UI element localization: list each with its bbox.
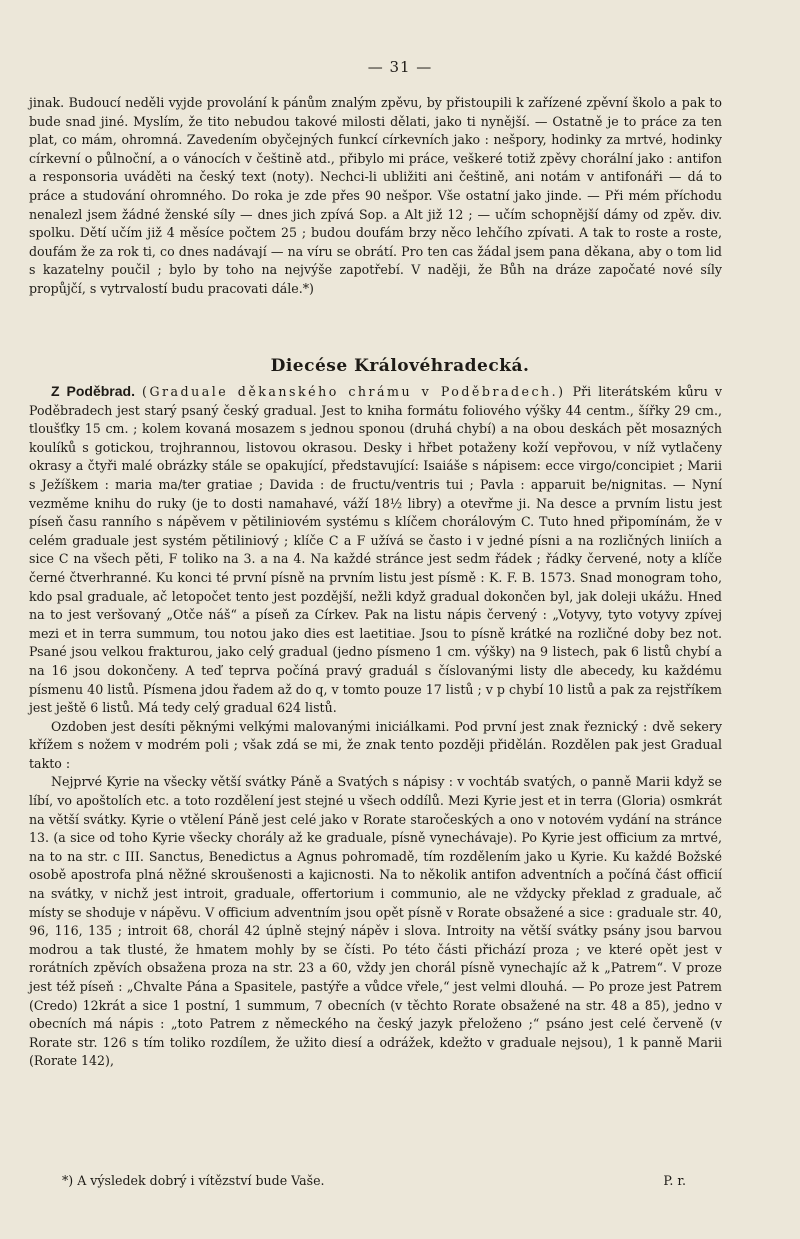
- article-paragraph-3: Nejprvé Kyrie na všecky větší svátky Páně a Svatých s nápisy : v vochtáb svatých, o panně Marii když se líbí, vo apoštolích etc. a toto rozdělení jest stejné u všech oddílů. Mezi Kyrie jest et in terra (Gloria) osmkrát na větší svátky. Kyrie o vtělení Páně jest celé jako v Rorate staročeských a ono v notovém vydání na stránce 13. (a sice od toho Kyrie všecky chorály až ke graduale, písně vynechávaje). Po Kyrie jest officium za mrtvé, na to na str. c III. Sanctus, Benedictus a Agnus pohromadě, tím rozdělením jako u Kyrie. Ku každé Božské osobě apostrofa plná něžné skroušenosti a kajicnosti. Na to několik antifon adventních a počíná část officií na svátky, v nichž jest introit, graduale, offertorium i communio, ale ne vždycky překlad z graduale, ač místy se shoduje v nápěvu. V officium adventním jsou opět písně v Rorate obsažené a sice : graduale str. 40, 96, 116, 135 ; introit 68, chorál 42 úplně stejný nápěv i slova. Introity na větší svátky psány jsou barvou modrou a tak tlusté, že hmatem mohly by se čísti. Po této části přichází proza ; ve které opět jest v rorátních zpěvích obsažena proza na str. 23 a 60, vždy jen chorál písně vynechajíc až k „Patrem“. V proze jest též píseň : „Chvalte Pána a Spasitele, pastýře a vůdce vřele,“ jest velmi dlouhá. — Po proze jest Patrem (Credo) 12krát a sice 1 postní, 1 summum, 7 obecních (v těchto Rorate obsažené na str. 48 a 85), jedno v obecních má nápis : „toto Patrem z německého na český jazyk přeloženo ;“ psáno jest celé červeně (v Rorate str. 126 s tím toliko rozdílem, že užito diesí a odrážek, kdežto v graduale nejsou), 1 k panně Marii (Rorate 142),: [29, 774, 722, 1069]
- article-paragraph-1: [29, 382, 722, 718]
- footnote-text: *) A výsledek dobrý i vítězství bude Vaše.: [62, 1173, 325, 1188]
- article-body: [29, 382, 722, 1071]
- page-number: — 31 —: [367, 58, 433, 76]
- article-subtitle: (Graduale děkanského chrámu v Poděbradech.): [142, 384, 566, 399]
- footnote: [62, 1172, 686, 1190]
- town-name: Z Poděbrad.: [51, 383, 135, 399]
- footnote-signature: P. r.: [663, 1173, 686, 1188]
- article-paragraph-1-text: Při literátském kůru v Poděbradech jest starý psaný český gradual. Jest to kniha formátu foliového výšky 44 centm., šířky 29 cm., tloušťky 15 cm. ; kolem kovaná mosazem s jednou sponou (druhá chybí) a na obou deskách pět mosazných koulíků s gotickou, trojhrannou, listovou okrasou. Desky i hřbet potaženy koží vepřovou, v níž vytlačeny okrasy a čtyři malé obrázky stále se opakující, představující: Isaiáše s nápisem: ecce virgo/concipiet ; Marii s Ježíškem : maria ma/ter gratiae ; Davida : de fructu/ventris tui ; Pavla : apparuit be/nignitas. — Nyní vezměme knihu do ruky (je to dosti namahavé, váží 18½ libry) a otevřme ji. Na desce a prvním listu jest píseň času ranního s nápěvem v pětiliniovém systému s klíčem chorálovým C. Tuto hned připomínám, že v celém graduale jest systém pětiliniový ; klíče C a F užívá se často i v jedné písni a na rozličných liniích a sice C na všech pěti, F toliko na 3. a na 4. Na každé stránce jest sedm řádek ; řádky červené, noty a klíče černé čtverhranné. Ku konci té první písně na prvním listu jest písmě : K. F. B. 1573. Snad monogram toho, kdo psal graduale, ač letopočet tento jest pozdější, nežli když gradual dokončen byl, jak doleji ukážu. Hned na to jest veršovaný „Otče náš“ a píseň za Církev. Pak na listu nápis červený : „Votyvy, tyto votyvy zpívej mezi et in terra summum, tou notou jako dies est laetitiae. Jsou to písně krátké na rozličné doby bez not. Psané jsou velkou frakturou, jako celý gradual (jedno písmeno 1 cm. výšky) na 9 listech, pak 6 listů chybí a na 16 jsou dokončeny. A teď teprva počíná pravý graduál s číslovanými listy dle abecedy, ku každému písmenu 40 listů. Písmena jdou řadem až do q, v tomto pouze 17 listů ; v p chybí 10 listů a pak za rejstříkem jest ještě 6 listů. Má tedy celý gradual 624 listů.: [29, 384, 723, 716]
- article-paragraph-2: Ozdoben jest desíti pěknými velkými malovanými iniciálkami. Pod první jest znak řeznický : dvě sekery křížem s nožem v modrém poli ; však zdá se mi, že znak tento později přidělán. Rozdělen pak jest Gradual takto :: [29, 718, 722, 771]
- intro-paragraph: jinak. Budoucí neděli vyjde provolání k pánům znalým zpěvu, by přistoupili k zařízené zpěvní školo a pak to bude snad jiné. Myslím, že tito nebudou takové milosti dělati, jako ti nynější. — Ostatně je to práce za ten plat, co mám, ohromná. Zavedením obyčejných funkcí církevních jako : nešpory, hodinky za mrtvé, hodinky církevní o půlnoční, a o vánocích v češtině atd., přibylo mi práce, veškeré totiž zpěvy chorální jako : antifon a responsoria uváděti na český text (noty). Nechci-li ubližiti ani češtině, ani notám v antifonáři — dá to práce a studování ohromného. Do roka je zde přes 90 nešpor. Vše ostatní jako jinde. — Při mém příchodu nenalezl jsem žádné ženské síly — dnes jich zpívá Sop. a Alt již 12 ; — učím schopnější dámy od zpěv. div. spolku. Dětí učím již 4 měsíce počtem 25 ; budou doufám brzy něco lehčího zpívati. A tak to roste a roste, doufám že za rok ti, co dnes nadávají — na víru se obrátí. Pro ten cas žádal jsem pana děkana, aby o tom lid s kazatelny poučil ; bylo by toho na nejvýše zapotřebí. V naději, že Bůh na dráze započaté nové síly propůjčí, s vytrvalostí budu pracovati dále.*): [29, 95, 722, 296]
- section-heading: Diecése Královéhradecká.: [270, 356, 530, 376]
- intro-section: [29, 94, 722, 299]
